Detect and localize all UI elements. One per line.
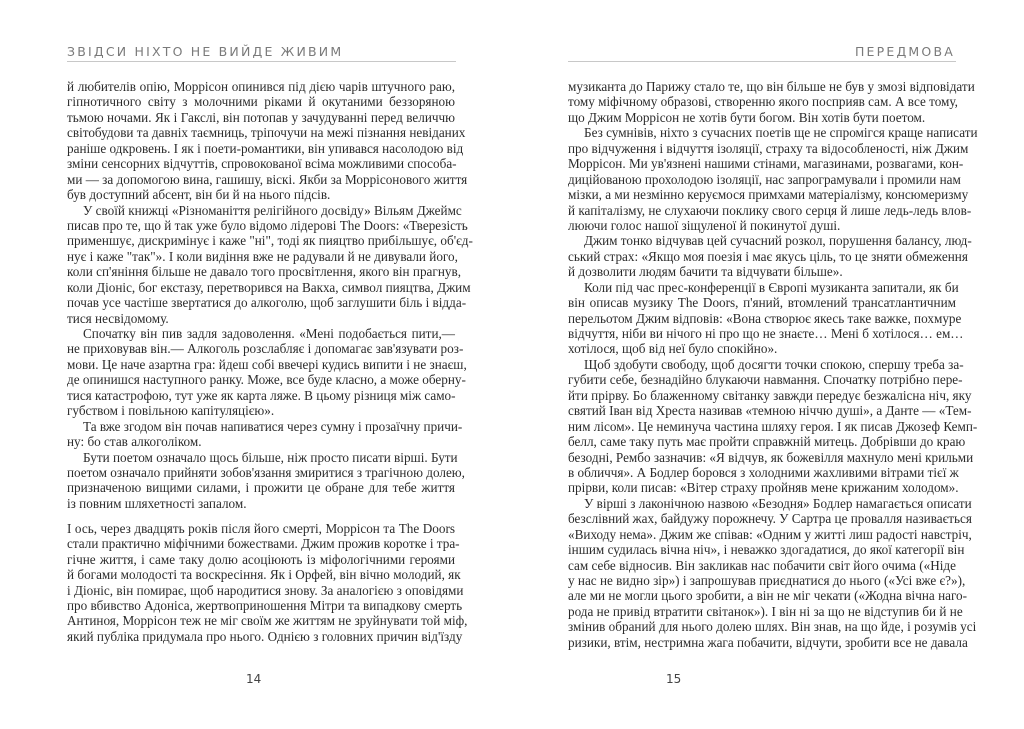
text-line: сам себе відносив. Він закликав нас побачити світ його очима («Ніде: [568, 557, 956, 573]
text-line: «Виходу нема». Джим же співав: «Одним у житті лиш радості навстріч,: [568, 526, 972, 542]
text-line: святий Іван від Хреста називав «темною ніччю душі», а Данте — «Тем-: [568, 403, 972, 419]
text-line: й богами молодості та воскресіння. Як і Орфей, він вічно молодий, як: [67, 567, 461, 583]
text-line: й капіталізму, не слухаючи поклику свого серця й лише ледь-ледь влов-: [568, 202, 972, 218]
text-line: хотілося, щоб від неї було спокійно».: [568, 341, 778, 357]
text-line: диційованою прохолодою ізоляції, нас запрограмували і промили нам: [568, 171, 961, 187]
text-line: коли Діоніс, бог екстазу, перетворився на Вакха, символ пияцтва, Джим: [67, 279, 471, 295]
header-rule-right: [568, 61, 956, 62]
text-line: зміни сенсорних відчуттів, спровокованої всіма можливими способа-: [67, 156, 457, 172]
text-line: про відчуження і відчуття ізоляції, страху та відособленості, ніж Джим: [568, 140, 969, 156]
text-line: Без сумнівів, ніхто з сучасних поетів ще не спромігся краще написати: [584, 125, 978, 141]
text-line: губити себе, безнадійно блукаючи навмання. Спочатку потрібно пере-: [568, 372, 963, 388]
text-line: Моррісон. Ми ув'язнені нашими стінами, магазинами, розвагами, кон-: [568, 156, 964, 172]
text-line: тися несвідомому.: [67, 310, 169, 326]
text-line: перельотом Джим відповів: «Вона створює якесь таке важке, похмуре: [568, 310, 962, 326]
text-line: почав усе частіше звертатися до алкоголю, щоб заглушити біль і відда-: [67, 295, 467, 311]
text-line: ну: бо став алкоголіком.: [67, 434, 202, 450]
text-line: що Джим Моррісон не хотів бути богом. Він хотів бути поетом.: [568, 109, 926, 125]
text-line: коли сп'яніння більше не давало того просвітлення, якого він прагнув,: [67, 264, 461, 280]
text-line: тому міфічному образові, створенню якого посприяв сам. А все тому,: [568, 94, 958, 110]
text-line: де опинишся наступного ранку. Може, все буде класно, а може оберну-: [67, 372, 466, 388]
text-line: ми — за допомогою вина, гашишу, віскі. Якби за Моррісонового життя: [67, 171, 468, 187]
text-line: про вбивство Адоніса, жертвоприношення Мітри та випадкову смерть: [67, 597, 463, 613]
left-page-body: [67, 79, 473, 644]
page-number-left: 14: [246, 672, 262, 686]
text-line: Спочатку він пив задля задоволення. «Мені подобається пити,—: [83, 326, 455, 341]
text-line: тьмою ночами. Як і Гакслі, він потопав у зачудуванні перед величчю: [67, 109, 455, 125]
text-line: применшує, дискримінує і каже "ні", тоді як пияцтво прибільшує, об'єд-: [67, 233, 473, 249]
text-line: музиканта до Парижу стало те, що він більше не був у змозі відповідати: [568, 79, 975, 94]
text-line: рода не привід втратити світанок»). І він ні за що не відступив би й не: [568, 603, 963, 619]
text-line: йти прірву. Бо блаженному світанку завжди передує безжалісна ніч, яку: [568, 387, 972, 403]
text-line: Антиноя, Моррісон теж не міг своїм же життям не зруйнувати той міф,: [67, 613, 468, 629]
text-line: відчуття, ніби ви нічого ні про що не знаєте… Мені б хотілося… ем…: [568, 326, 964, 341]
page-number-right: 15: [666, 672, 682, 686]
right-page-body: [568, 79, 978, 650]
text-line: раніше одкровень. І як і поети-романтики, він упивався насолодою від: [67, 140, 464, 156]
text-line: який публіка придумала про нього. Однією з головних причин від'їзду: [67, 628, 463, 644]
text-line: І ось, через двадцять років після його смерті, Моррісон та The Doors: [67, 520, 455, 536]
text-line: мізки, а ми незмінно керуємося примхами матеріалізму, консюмеризму: [568, 187, 969, 203]
text-line: змінив обраний для нього долею шлях. Він знав, на що йде, і розумів усі: [568, 619, 977, 635]
running-head-right: ПЕРЕДМОВА: [854, 44, 955, 59]
text-line: із повним шляхетності запалом.: [67, 495, 247, 511]
text-line: і Діоніс, він помирає, щоб народитися знову. За аналогією з оповідями: [67, 582, 464, 598]
text-line: Щоб здобути свободу, щоб досягти точки спокою, спершу треба за-: [584, 356, 964, 372]
text-line: тися катастрофою, тут уже як карта ляже. В цьому різниця між само-: [67, 387, 456, 403]
text-line: Коли під час прес-конференції в Європі музиканта запитали, як би: [584, 279, 959, 295]
text-line: й любителів опію, Моррісон опинився під дією чарів штучного раю,: [67, 79, 455, 94]
text-line: безодні, Рембо зазначив: «Я відчув, як божевілля махнуло мені крильми: [568, 449, 974, 465]
text-line: світобудови та давніх таємниць, тріпочучи на межі пізнання невіданих: [67, 125, 466, 141]
text-line: губством і повільною капітуляцією».: [67, 403, 275, 419]
text-line: нує і каже "так"». І коли видіння вже не радували й не дивували його,: [67, 248, 458, 264]
text-line: стали практично міфічними божествами. Джим прожив коротке і тра-: [67, 536, 460, 552]
text-line: мови. Це наче азартна гра: йдеш собі ввечері кудись випити і не знаєш,: [67, 356, 467, 372]
text-line: белл, саме таку путь має пройти справжній митець. Добрівши до краю: [568, 434, 966, 450]
text-line: Джим тонко відчував цей сучасний розкол, порушення балансу, люд-: [584, 233, 972, 249]
text-line: ним лісом». Це неминуча частина шляху героя. І як писав Джозеф Кемп-: [568, 418, 978, 434]
text-line: писав про те, що й так уже було відомо лідерові The Doors: «Тверезість: [67, 217, 468, 233]
header-rule-left: [67, 61, 456, 62]
text-line: але ми не могли цього зробити, а він не міг чекати («Жодна вічна наго-: [568, 588, 968, 604]
text-line: У своїй книжці «Різноманіття релігійного досвіду» Вільям Джеймс: [83, 202, 462, 218]
text-line: люючи голос нашої зіщуленої й покинутої душі.: [568, 217, 841, 233]
text-line: й дозволити людям бачити та відчувати більше».: [568, 264, 843, 280]
text-line: призначеною вищими силами, і прожити це обране для тебе життя: [67, 480, 455, 496]
text-line: іншим судилась вічна ніч», і неважко здогадатися, до якої категорії він: [568, 542, 965, 558]
text-line: ський страх: «Якщо моя поезія і має якусь ціль, то це зняти обмеження: [568, 248, 968, 264]
text-line: не приховував він.— Алкоголь розслабляє і допомагає зав'язувати роз-: [67, 341, 464, 357]
text-line: прірви, коли писав: «Вітер страху пройняв мене крижаним холодом».: [568, 480, 959, 496]
text-line: Бути поетом означало щось більше, ніж просто писати вірші. Бути: [83, 449, 458, 465]
section-break: [67, 511, 455, 521]
text-line: гічне життя, і саме таку долю асоціюють із міфологічними героями: [67, 551, 455, 567]
text-line: був доступний абсент, він би й на нього підсів.: [67, 187, 331, 203]
running-head-left: ЗВІДСИ НІХТО НЕ ВИЙДЕ ЖИВИМ: [67, 44, 344, 59]
text-line: гіпнотичного світу з молочними ріками й окутаними беззоряною: [67, 94, 455, 110]
text-line: в обличчя». А Бодлер боровся з холодними жахливими вітрами тієї ж: [568, 464, 959, 480]
text-line: Та вже згодом він почав напиватися через сумну і прозаїчну причи-: [83, 418, 463, 434]
text-line: безслівний жах, байдужу порожнечу. У Сартра це провалля називається: [568, 511, 972, 527]
text-line: ризики, втім, нестримна жага побачити, відчути, зробити все не давала: [568, 634, 968, 650]
text-line: у нас не видно зір») і запрошував приєднатися до нього («Усі вже є?»),: [568, 573, 966, 588]
text-line: він описав музику The Doors, п'яний, втомлений трансатлантичним: [568, 295, 956, 311]
text-line: поетом означало прийняти зобов'язання змиритися з трагічною долею,: [67, 464, 465, 480]
text-line: У вірші з лаконічною назвою «Безодня» Бодлер намагається описати: [584, 495, 972, 511]
